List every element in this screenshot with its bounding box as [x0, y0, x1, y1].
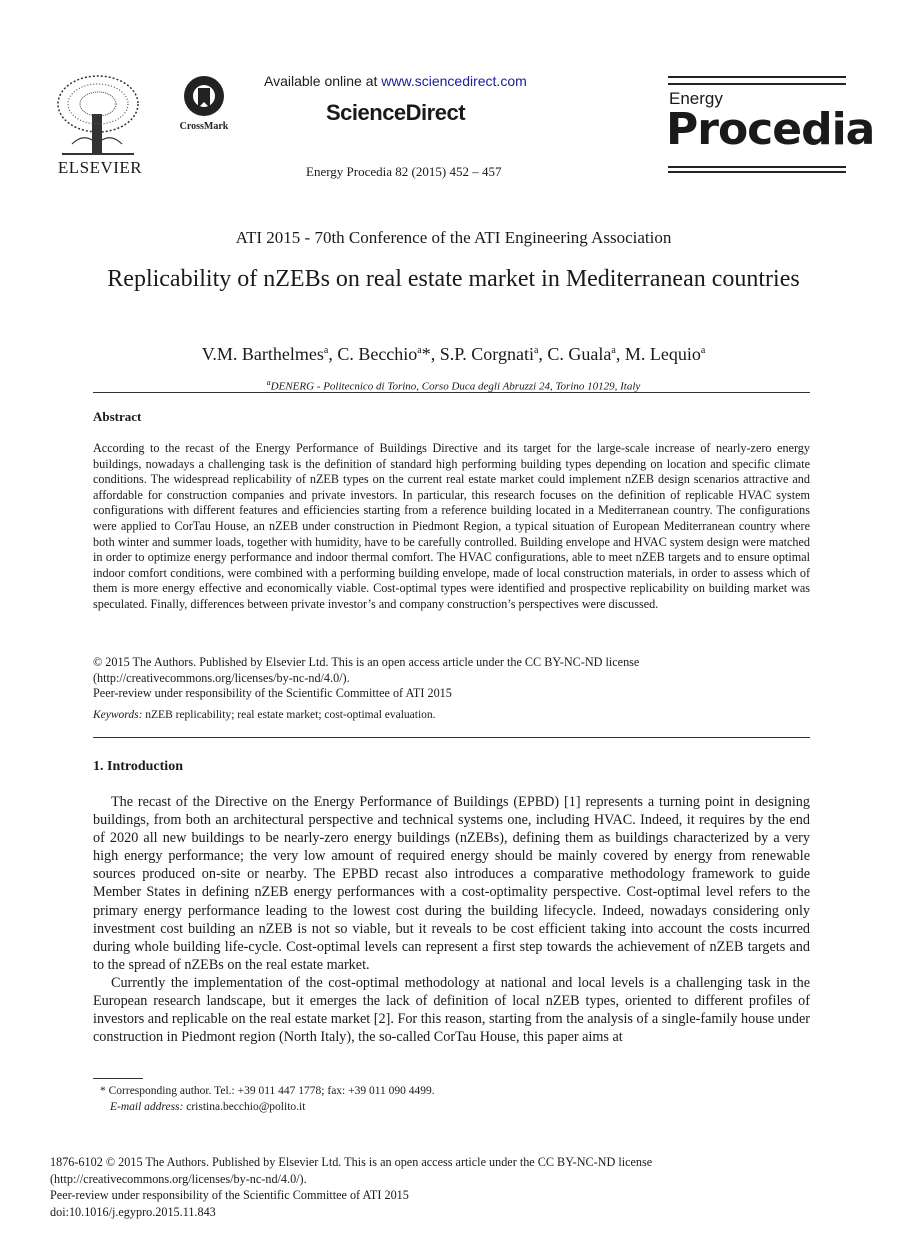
procedia-brand-top: Energy	[669, 89, 723, 108]
intro-paragraph-1: The recast of the Directive on the Energy Performance of Buildings (EPBD) [1] represents a turning point in designing buildings, from both an architectural perspective and technical systems one, including HVAC. Indeed, it requires by the end of 2020 all new buildings to be nearly-zero energy buildings (nZEBs), defining them as buildings characterized by a very high energy performance; the very low amount of required energy should be mainly covered by energy from renewable sources produced on-site or nearby. The EPBD recast also introduces a comparative methodology framework to guide Member States in defining nZEB energy performances with a cost-optimality perspective. Cost-optimal level refers to the primary energy performance leading to the lowest cost during the building lifecycle. Indeed, nowadays considering only investment cost building an nZEB is not so viable, but it reveals to be cost efficient taking into account the costs incurred during whole building life-cycle. Cost-optimal levels can represent a first step towards the achievement of nZEB targets and to the spread of nZEBs on the real estate market.	[93, 794, 810, 973]
abstract-copyright	[93, 655, 810, 702]
footer-doi[interactable]: doi:10.1016/j.egypro.2015.11.843	[50, 1205, 216, 1220]
copyright-line1: © 2015 The Authors. Published by Elsevier Ltd. This is an open access article under the CC BY-NC-ND license	[93, 655, 640, 669]
author-affiliation-sup: a	[611, 345, 616, 356]
author-name: C. Guala	[547, 344, 612, 364]
crossmark-icon[interactable]	[178, 74, 234, 134]
copyright-license-link[interactable]: (http://creativecommons.org/licenses/by-nc-nd/4.0/).	[93, 670, 350, 685]
email-address[interactable]: cristina.becchio@polito.it	[183, 1101, 306, 1113]
affiliation-sup: a	[266, 378, 271, 387]
footnote-rule	[93, 1078, 143, 1079]
keywords-label: Keywords:	[93, 709, 143, 721]
conference-name: ATI 2015 - 70th Conference of the ATI Engineering Association	[235, 228, 672, 247]
corresponding-author-note: * Corresponding author. Tel.: +39 011 447 1778; fax: +39 011 090 4499.	[100, 1085, 435, 1097]
available-online	[264, 73, 527, 89]
divider-bottom	[93, 737, 810, 738]
author-separator: ,	[328, 344, 338, 364]
email-note	[110, 1101, 305, 1113]
footer-license-link[interactable]: (http://creativecommons.org/licenses/by-nc-nd/4.0/).	[50, 1171, 307, 1186]
paper-title: Replicability of nZEBs on real estate market in Mediterranean countries	[107, 266, 800, 292]
author-name: S.P. Corgnati	[439, 344, 534, 364]
intro-paragraph-2: Currently the implementation of the cost-optimal methodology at national and local levels is a challenging task in the European research landscape, but it emerges the lack of definition of local nZEB types, oriented to different profiles of investors and replicable on the real estate market [2]. For this reason, starting from the analysis of a single-family house under construction in Piedmont region (North Italy), the so-called CorTau House, this paper aims at	[93, 974, 810, 1046]
author-affiliation-sup: a	[700, 345, 706, 356]
author-name: M. Lequio	[624, 344, 701, 364]
procedia-rule-bottom	[668, 166, 846, 173]
footer-issn-line: 1876-6102 © 2015 The Authors. Published by Elsevier Ltd. This is an open access article under the CC BY-NC-ND license	[50, 1155, 653, 1169]
abstract-heading: Abstract	[93, 409, 142, 424]
introduction-body	[93, 793, 810, 1046]
procedia-rule-top	[668, 76, 846, 85]
available-prefix: Available online at	[264, 73, 382, 89]
author-separator: ,	[538, 344, 548, 364]
author-separator: *,	[421, 344, 440, 364]
author-name: V.M. Barthelmes	[201, 344, 324, 364]
affiliation	[0, 378, 907, 393]
procedia-brand-main: Procedia	[666, 104, 875, 155]
abstract-body: According to the recast of the Energy Performance of Buildings Directive and its target for the large-scale increase of nearly-zero energy buildings, nowadays a challenging task is the definition of standard high performing building types depending on location and specific climate conditions. The widespread replicability of nZEB types on the current real estate market could implement nZEB design scenarios attractive and affordable for construction companies and private investors. In particular, this research focuses on the definition of replicable HVAC system configurations with different features and efficiencies starting from a reference building located in a Mediterranean country. The configurations were applied to CorTau House, an nZEB under construction in Piedmont Region, a typical situation of European Mediterranean country where both winter and summer loads, together with humidity, have to be carefully controlled. Building envelope and HVAC system design were matched in order to optimize energy performance and indoor thermal comfort. The HVAC configurations, able to meet nZEB targets and to ensure optimal indoor comfort conditions, were combined with a performing building envelope, made of local construction materials, in order to assess which of them is more energy effective and economically viable. Cost-optimal types were identified and prospective replicability on building market was speculated. Finally, differences between private investor’s and company construction’s perspectives were discussed.	[93, 441, 810, 611]
peer-review-line: Peer-review under responsibility of the Scientific Committee of ATI 2015	[93, 686, 452, 701]
author-list	[0, 344, 907, 365]
journal-reference: Energy Procedia 82 (2015) 452 – 457	[306, 164, 502, 179]
affiliation-text: DENERG - Politecnico di Torino, Corso Duca degli Abruzzi 24, Torino 10129, Italy	[270, 380, 641, 393]
keywords-text: nZEB replicability; real estate market; cost-optimal evaluation.	[142, 709, 436, 721]
author-affiliation-sup: a	[417, 345, 422, 356]
keywords	[93, 709, 436, 721]
author-affiliation-sup: a	[533, 345, 539, 356]
divider-top	[93, 392, 810, 393]
sciencedirect-logo: ScienceDirect	[326, 100, 466, 125]
author-affiliation-sup: a	[323, 345, 329, 356]
page-footer	[50, 1154, 750, 1221]
email-label: E-mail address:	[110, 1101, 184, 1113]
section-heading-introduction: 1. Introduction	[93, 759, 183, 774]
author-separator: ,	[615, 344, 625, 364]
author-name: C. Becchio	[337, 344, 418, 364]
footer-peer-review: Peer-review under responsibility of the Scientific Committee of ATI 2015	[50, 1188, 409, 1203]
sciencedirect-link[interactable]: www.sciencedirect.com	[381, 73, 527, 89]
crossmark-label: CrossMark	[179, 121, 229, 132]
elsevier-wordmark: ELSEVIER	[57, 158, 143, 177]
